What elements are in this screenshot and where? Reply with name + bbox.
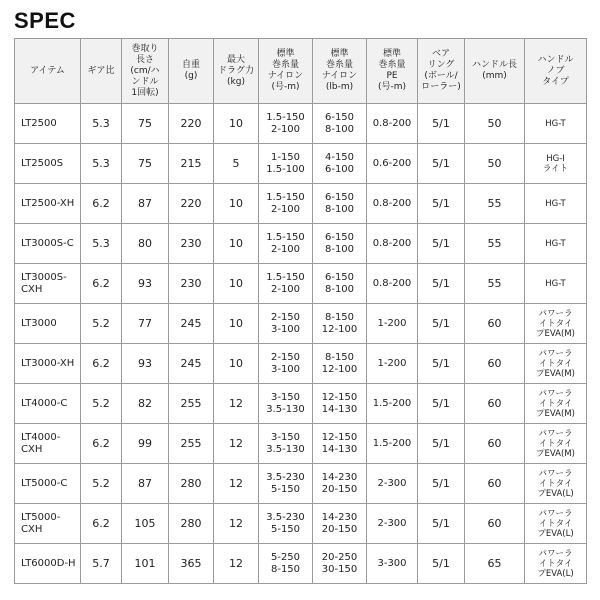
cell-nylon-go: 1.5-150 2-100 [259, 104, 313, 144]
cell-nylon-lb: 6-150 8-100 [313, 184, 367, 224]
cell-weight: 245 [169, 344, 214, 384]
cell-bearing: 5/1 [418, 224, 465, 264]
cell-retrieve-length: 80 [122, 224, 169, 264]
cell-gear-ratio: 6.2 [81, 424, 122, 464]
header-knob-type: ハンドル ノブ タイプ [525, 39, 587, 104]
cell-max-drag: 10 [214, 344, 259, 384]
cell-weight: 255 [169, 424, 214, 464]
table-row [15, 424, 587, 464]
cell-knob-type: HG-I ライト [525, 144, 587, 184]
header-nylon-lb: 標準 巻糸量 ナイロン (lb-m) [313, 39, 367, 104]
cell-handle-length: 60 [465, 344, 525, 384]
header-row [15, 39, 587, 104]
cell-handle-length: 60 [465, 304, 525, 344]
cell-retrieve-length: 75 [122, 144, 169, 184]
table-row [15, 304, 587, 344]
cell-knob-type: HG-T [525, 264, 587, 304]
cell-nylon-lb: 6-150 8-100 [313, 264, 367, 304]
cell-weight: 220 [169, 104, 214, 144]
cell-nylon-go: 1.5-150 2-100 [259, 184, 313, 224]
cell-gear-ratio: 5.3 [81, 104, 122, 144]
cell-bearing: 5/1 [418, 464, 465, 504]
cell-retrieve-length: 99 [122, 424, 169, 464]
cell-pe: 0.6-200 [367, 144, 418, 184]
cell-pe: 0.8-200 [367, 224, 418, 264]
cell-bearing: 5/1 [418, 104, 465, 144]
cell-bearing: 5/1 [418, 184, 465, 224]
table-row [15, 504, 587, 544]
cell-max-drag: 12 [214, 464, 259, 504]
cell-knob-type: パワーラ イトタイ プEVA(M) [525, 304, 587, 344]
cell-handle-length: 65 [465, 544, 525, 584]
cell-pe: 1.5-200 [367, 384, 418, 424]
cell-handle-length: 60 [465, 424, 525, 464]
cell-nylon-lb: 12-150 14-130 [313, 424, 367, 464]
cell-item: LT2500S [15, 144, 81, 184]
cell-handle-length: 50 [465, 104, 525, 144]
cell-gear-ratio: 5.2 [81, 304, 122, 344]
table-row [15, 544, 587, 584]
cell-bearing: 5/1 [418, 424, 465, 464]
cell-nylon-lb: 8-150 12-100 [313, 304, 367, 344]
cell-bearing: 5/1 [418, 544, 465, 584]
table-row [15, 184, 587, 224]
cell-handle-length: 60 [465, 504, 525, 544]
cell-knob-type: パワーラ イトタイ プEVA(M) [525, 424, 587, 464]
cell-item: LT3000 [15, 304, 81, 344]
cell-max-drag: 12 [214, 504, 259, 544]
header-max-drag: 最大 ドラグ力 (kg) [214, 39, 259, 104]
header-handle-length: ハンドル長 (mm) [465, 39, 525, 104]
cell-weight: 220 [169, 184, 214, 224]
cell-weight: 230 [169, 224, 214, 264]
cell-knob-type: パワーラ イトタイ プEVA(M) [525, 344, 587, 384]
cell-knob-type: HG-T [525, 224, 587, 264]
table-row [15, 224, 587, 264]
cell-gear-ratio: 6.2 [81, 184, 122, 224]
cell-max-drag: 12 [214, 544, 259, 584]
cell-gear-ratio: 5.7 [81, 544, 122, 584]
cell-weight: 365 [169, 544, 214, 584]
cell-handle-length: 60 [465, 464, 525, 504]
cell-bearing: 5/1 [418, 144, 465, 184]
cell-weight: 215 [169, 144, 214, 184]
cell-handle-length: 55 [465, 264, 525, 304]
cell-weight: 280 [169, 464, 214, 504]
cell-item: LT6000D-H [15, 544, 81, 584]
cell-item: LT2500 [15, 104, 81, 144]
page-title: SPEC [14, 8, 76, 33]
cell-pe: 1-200 [367, 304, 418, 344]
cell-bearing: 5/1 [418, 504, 465, 544]
cell-item: LT4000-C [15, 384, 81, 424]
cell-item: LT5000- CXH [15, 504, 81, 544]
cell-nylon-go: 2-150 3-100 [259, 304, 313, 344]
cell-item: LT2500-XH [15, 184, 81, 224]
cell-knob-type: HG-T [525, 184, 587, 224]
cell-max-drag: 12 [214, 384, 259, 424]
cell-pe: 0.8-200 [367, 264, 418, 304]
table-row [15, 144, 587, 184]
cell-weight: 245 [169, 304, 214, 344]
cell-nylon-lb: 12-150 14-130 [313, 384, 367, 424]
cell-bearing: 5/1 [418, 384, 465, 424]
cell-max-drag: 5 [214, 144, 259, 184]
cell-item: LT3000-XH [15, 344, 81, 384]
cell-gear-ratio: 5.3 [81, 144, 122, 184]
cell-handle-length: 55 [465, 184, 525, 224]
cell-retrieve-length: 77 [122, 304, 169, 344]
cell-knob-type: パワーラ イトタイ プEVA(L) [525, 504, 587, 544]
cell-nylon-go: 1-150 1.5-100 [259, 144, 313, 184]
cell-max-drag: 10 [214, 304, 259, 344]
cell-retrieve-length: 105 [122, 504, 169, 544]
cell-nylon-lb: 6-150 8-100 [313, 224, 367, 264]
cell-knob-type: パワーラ イトタイ プEVA(L) [525, 464, 587, 504]
spec-table [14, 38, 587, 584]
cell-max-drag: 10 [214, 224, 259, 264]
cell-gear-ratio: 5.2 [81, 384, 122, 424]
cell-item: LT5000-C [15, 464, 81, 504]
cell-knob-type: パワーラ イトタイ プEVA(L) [525, 544, 587, 584]
header-nylon-go: 標準 巻糸量 ナイロン (号-m) [259, 39, 313, 104]
cell-nylon-go: 2-150 3-100 [259, 344, 313, 384]
cell-knob-type: HG-T [525, 104, 587, 144]
cell-nylon-lb: 4-150 6-100 [313, 144, 367, 184]
cell-nylon-go: 3.5-230 5-150 [259, 464, 313, 504]
cell-max-drag: 10 [214, 184, 259, 224]
cell-max-drag: 10 [214, 104, 259, 144]
cell-gear-ratio: 5.3 [81, 224, 122, 264]
cell-retrieve-length: 101 [122, 544, 169, 584]
cell-weight: 255 [169, 384, 214, 424]
cell-gear-ratio: 5.2 [81, 464, 122, 504]
cell-bearing: 5/1 [418, 264, 465, 304]
cell-weight: 280 [169, 504, 214, 544]
cell-retrieve-length: 93 [122, 264, 169, 304]
cell-item: LT3000S-C [15, 224, 81, 264]
header-pe: 標準 巻糸量 PE (号-m) [367, 39, 418, 104]
cell-gear-ratio: 6.2 [81, 344, 122, 384]
cell-nylon-go: 3.5-230 5-150 [259, 504, 313, 544]
cell-retrieve-length: 93 [122, 344, 169, 384]
cell-nylon-go: 1.5-150 2-100 [259, 224, 313, 264]
header-retrieve-length: 巻取り 長さ (cm/ハ ンドル 1回転) [122, 39, 169, 104]
cell-retrieve-length: 75 [122, 104, 169, 144]
cell-nylon-lb: 8-150 12-100 [313, 344, 367, 384]
cell-nylon-lb: 6-150 8-100 [313, 104, 367, 144]
cell-nylon-lb: 14-230 20-150 [313, 504, 367, 544]
cell-pe: 1-200 [367, 344, 418, 384]
header-gear-ratio: ギア比 [81, 39, 122, 104]
cell-nylon-go: 3-150 3.5-130 [259, 424, 313, 464]
table-row [15, 104, 587, 144]
cell-nylon-lb: 14-230 20-150 [313, 464, 367, 504]
cell-gear-ratio: 6.2 [81, 264, 122, 304]
cell-nylon-lb: 20-250 30-150 [313, 544, 367, 584]
cell-retrieve-length: 87 [122, 184, 169, 224]
cell-bearing: 5/1 [418, 304, 465, 344]
cell-item: LT4000- CXH [15, 424, 81, 464]
cell-max-drag: 10 [214, 264, 259, 304]
cell-pe: 1.5-200 [367, 424, 418, 464]
cell-nylon-go: 5-250 8-150 [259, 544, 313, 584]
cell-knob-type: パワーラ イトタイ プEVA(M) [525, 384, 587, 424]
cell-pe: 3-300 [367, 544, 418, 584]
cell-nylon-go: 1.5-150 2-100 [259, 264, 313, 304]
cell-gear-ratio: 6.2 [81, 504, 122, 544]
cell-bearing: 5/1 [418, 344, 465, 384]
table-row [15, 344, 587, 384]
table-row [15, 384, 587, 424]
cell-retrieve-length: 87 [122, 464, 169, 504]
cell-nylon-go: 3-150 3.5-130 [259, 384, 313, 424]
table-row [15, 264, 587, 304]
cell-handle-length: 55 [465, 224, 525, 264]
cell-item: LT3000S- CXH [15, 264, 81, 304]
header-weight: 自重 (g) [169, 39, 214, 104]
cell-pe: 0.8-200 [367, 104, 418, 144]
cell-pe: 2-300 [367, 464, 418, 504]
table-row [15, 464, 587, 504]
cell-retrieve-length: 82 [122, 384, 169, 424]
header-bearing: ベア リング (ボール/ ローラー) [418, 39, 465, 104]
header-item: アイテム [15, 39, 81, 104]
cell-handle-length: 60 [465, 384, 525, 424]
cell-pe: 0.8-200 [367, 184, 418, 224]
cell-pe: 2-300 [367, 504, 418, 544]
cell-max-drag: 12 [214, 424, 259, 464]
cell-weight: 230 [169, 264, 214, 304]
cell-handle-length: 50 [465, 144, 525, 184]
